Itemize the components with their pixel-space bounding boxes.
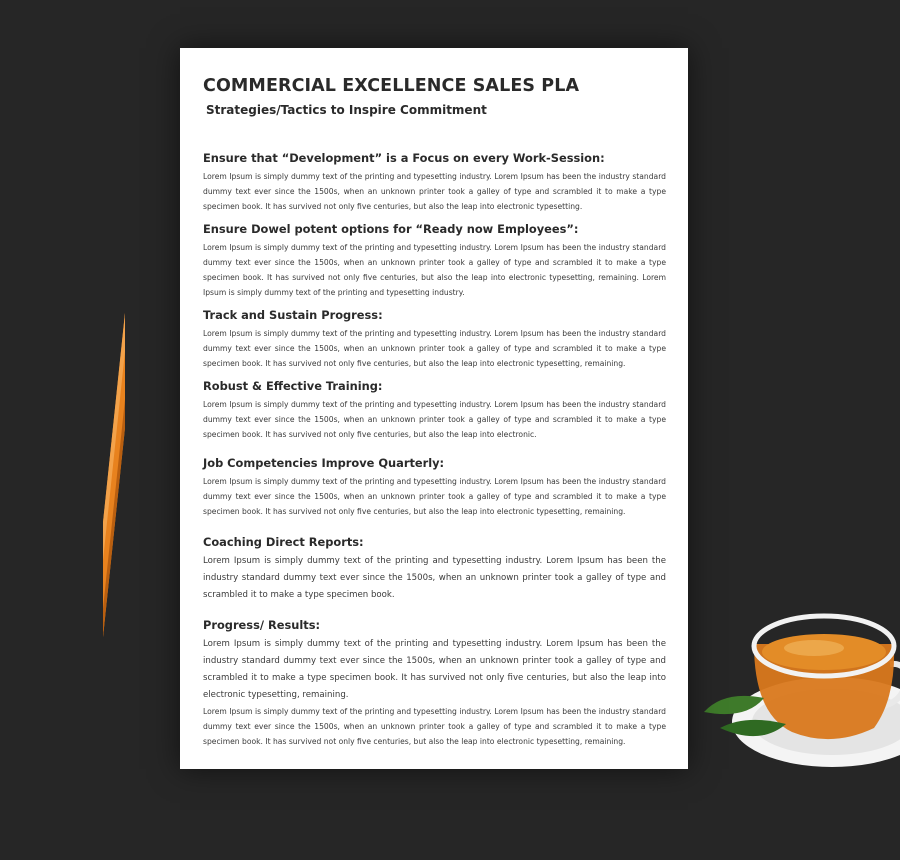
section-job-competencies: [203, 456, 666, 519]
section-body: Lorem Ipsum is simply dummy text of the printing and typesetting industry. Lorem Ipsum has been the industry standard dummy text ever since the 1500s, when an unknown printer took a galley of type and scrambled it to make a type specimen book. It has survived not only five centuries, but also the leap into electronic typesetting, remaining.: [203, 329, 666, 368]
section-body: Lorem Ipsum is simply dummy text of the printing and typesetting industry. Lorem Ipsum has been the industry standard dummy text ever since the 1500s, when an unknown printer took a galley of type and scrambled it to make a type specimen book. It has survived not only five centuries, but also the leap into electronic typesetting.: [203, 172, 666, 211]
tea-cup-icon: [702, 612, 900, 778]
section-body: Lorem Ipsum is simply dummy text of the printing and typesetting industry. Lorem Ipsum has been the industry standard dummy text ever since the 1500s, when an unknown printer took a galley of type and scrambled it to make a type specimen book. It has survived not only five centuries, but also the leap into electronic.: [203, 400, 666, 439]
section-track-progress: [203, 308, 666, 371]
section-body-continued: Lorem Ipsum is simply dummy text of the printing and typesetting industry. Lorem Ipsum has been the industry standard dummy text ever since the 1500s, when an unknown printer took a galley of type and scrambled it to make a type specimen book. It has survived not only five centuries, but also the leap into electronic typesetting, remaining.: [203, 707, 666, 746]
section-training: [203, 379, 666, 442]
section-heading: Progress/ Results:: [203, 618, 321, 632]
section-development: [203, 151, 666, 214]
section-body: Lorem Ipsum is simply dummy text of the printing and typesetting industry. Lorem Ipsum has been the industry standard dummy text ever since the 1500s, when an unknown printer took a galley of type and scrambled it to make a type specimen book. It has survived not only five centuries, but also the leap into electronic typesetting, remaining. Lorem Ipsum is simply dummy text of the printing and typesetting industry.: [203, 243, 666, 297]
section-ready-now-employees: [203, 222, 666, 300]
section-heading: Track and Sustain Progress:: [203, 308, 383, 322]
section-heading: Coaching Direct Reports:: [203, 535, 364, 549]
document-page: [180, 48, 688, 769]
section-body: Lorem Ipsum is simply dummy text of the printing and typesetting industry. Lorem Ipsum has been the industry standard dummy text ever since the 1500s, when an unknown printer took a galley of type and scrambled it to make a type specimen book.: [203, 556, 666, 600]
pencil-icon: [103, 255, 125, 695]
section-heading: Ensure Dowel potent options for “Ready now Employees”:: [203, 222, 579, 236]
document-subtitle: Strategies/Tactics to Inspire Commitment: [206, 103, 487, 117]
section-heading: Job Competencies Improve Quarterly:: [203, 456, 445, 470]
section-coaching: [203, 535, 666, 604]
section-body: Lorem Ipsum is simply dummy text of the printing and typesetting industry. Lorem Ipsum has been the industry standard dummy text ever since the 1500s, when an unknown printer took a galley of type and scrambled it to make a type specimen book. It has survived not only five centuries, but also the leap into electronic typesetting, remaining.: [203, 639, 666, 700]
section-progress-results: [203, 618, 666, 749]
sections: [203, 151, 666, 749]
section-body: Lorem Ipsum is simply dummy text of the printing and typesetting industry. Lorem Ipsum has been the industry standard dummy text ever since the 1500s, when an unknown printer took a galley of type and scrambled it to make a type specimen book. It has survived not only five centuries, but also the leap into electronic typesetting, remaining.: [203, 477, 666, 516]
section-heading: Ensure that “Development” is a Focus on every Work-Session:: [203, 151, 605, 165]
document-title: COMMERCIAL EXCELLENCE SALES PLA: [203, 76, 580, 96]
section-heading: Robust & Effective Training:: [203, 379, 383, 393]
